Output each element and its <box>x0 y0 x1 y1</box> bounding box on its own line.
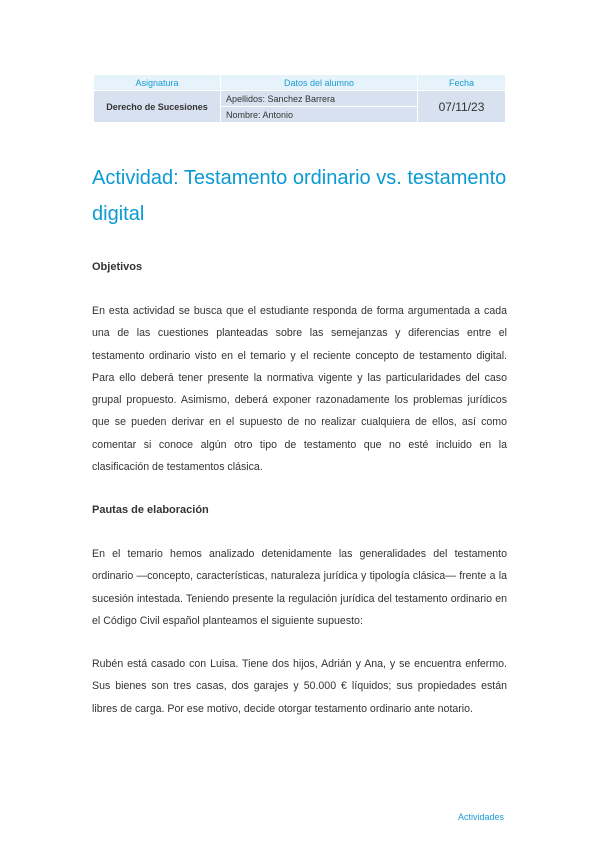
guidelines-heading: Pautas de elaboración <box>92 504 209 516</box>
case-paragraph: Rubén está casado con Luisa. Tiene dos hijos, Adrián y Ana, y se encuentra enfermo. Sus bienes son tres casas, dos garajes y 50.000 € líquidos; sus propiedades están libres de carga. Por ese motivo, decide otorgar testamento ordinario ante notario. <box>92 658 507 715</box>
footer-label: Actividades <box>458 812 505 822</box>
surname-cell: Apellidos: Sanchez Barrera <box>221 91 417 106</box>
header-date: Fecha <box>418 75 505 90</box>
header-student: Datos del alumno <box>221 75 417 90</box>
page-title: Actividad: Testamento ordinario vs. testamento digital <box>92 167 507 225</box>
name-cell: Nombre: Antonio <box>221 107 417 122</box>
date-cell: 07/11/23 <box>418 91 505 122</box>
objectives-paragraph: En esta actividad se busca que el estudiante responda de forma argumentada a cada una de las cuestiones planteadas sobre las semejanzas y diferencias entre el testamento ordinario visto en el temario y el reciente concepto de testamento digital. Para ello deberá tener presente la normativa vigente y las particularidades del caso grupal propuesto. Asimismo, deberá exponer razonadamente los problemas jurídicos que se pueden derivar en el supuesto de no realizar cualquiera de ellos, así como comentar si conoce algún otro tipo de testamento que no esté incluido en la clasificación de testamentos clásica. <box>92 305 507 474</box>
objectives-heading: Objetivos <box>92 261 143 273</box>
header-subject: Asignatura <box>94 75 220 90</box>
subject-cell: Derecho de Sucesiones <box>94 91 220 122</box>
guidelines-paragraph: En el temario hemos analizado detenidamente las generalidades del testamento ordinario —concepto, características, naturaleza jurídica y tipología clásica— frente a la sucesión intestada. Teniendo presente la regulación jurídica del testamento ordinario en el Código Civil español planteamos el siguiente supuesto: <box>92 548 507 627</box>
header-table <box>93 74 506 123</box>
